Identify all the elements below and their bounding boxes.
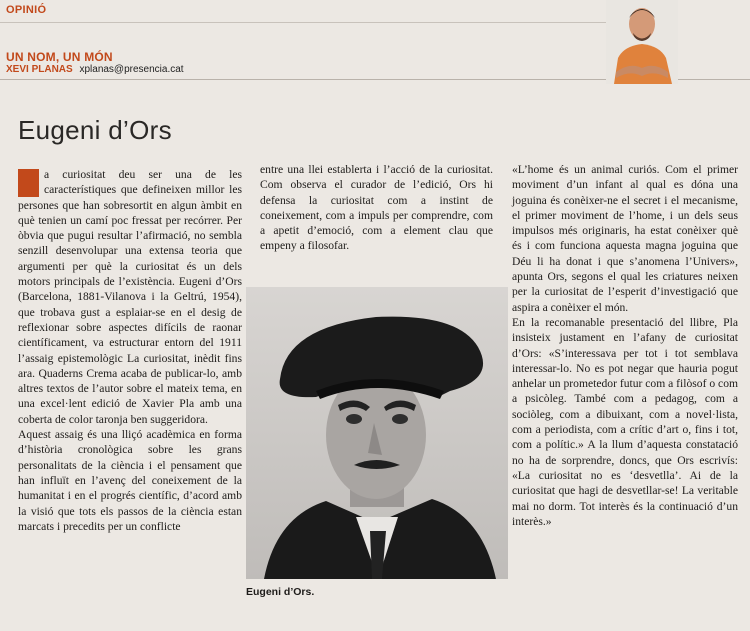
column-title: UN NOM, UN MÓN (6, 50, 113, 64)
portrait-photo (246, 287, 508, 579)
author-photo (606, 0, 678, 84)
body-paragraph: En la recomanable presentació del llibre, Pla insisteix justament en l’afany de curiositat d’Ors: «S’interessava per tot i tot semblava interessar-lo. No es pot negar que hauria pogut anhelar un prometedor futur com a filòsof o com a psicòleg. També com a pedagog, com a sociòleg, com a dibuixant, com a novel·lista, com a periodista, com a crític d’art o, fins i tot, com a polític.» A la llum d’aquesta constatació no ha de sorprendre, doncs, que Ors escrivís: «La curiositat no es ‘desvetlla’. Ai de la curiositat que hagi de desvetllar-se! La veritable mai no dorm. Tot interès és la continuació d’un interès.» (512, 315, 739, 528)
body-paragraph: Aquest assaig és una lliçó acadèmica en forma d’història cronològica sobre les grans personalitats de la ciència i el pensament que han influït en l’avenç del coneixement de la humanitat i en el progrés científic, d’acord amb la visió que tots els passos de la ciència estan marcats i precedits per un conflicte (18, 428, 242, 533)
header-rule (0, 22, 606, 23)
drop-cap (18, 169, 39, 197)
photo-caption: Eugeni d’Ors. (246, 586, 315, 598)
section-label: OPINIÓ (6, 4, 47, 16)
author-email[interactable]: xplanas@presencia.cat (79, 64, 184, 75)
author-name: XEVI PLANAS (6, 64, 73, 75)
article-column-3 (512, 162, 738, 529)
article-column-1 (18, 167, 242, 534)
byline (6, 64, 184, 75)
article-column-2 (260, 162, 493, 254)
body-paragraph: a curiositat deu ser una de les característiques que defineixen millor les persones que han sobresortit en algun àmbit en què tenien un camí poc fressat per recórrer. Per òbvia que pugui resultar l’afirmació, no sembla senzill desenvolupar una extensa teoria que argumenti per què la curiositat és un dels motors principals de l’existència. Eugeni d’Ors (Barcelona, 1881-Vilanova i la Geltrú, 1954), que trobava gust a esplaiar-se en el desig de reflexionar sobre aspectes difícils de raonar científicament, va estructurar entorn del 1911 l’assaig epistemològic La curiositat, inèdit fins ara. Quaderns Crema acaba de publicar-lo, amb altres textos de l’autor sobre el mateix tema, en una excel·lent edició de Xavier Pla amb una coberta de color taronja ben suggeridora. (18, 168, 242, 426)
article-headline: Eugeni d’Ors (18, 115, 172, 145)
body-paragraph: entre una llei establerta i l’acció de la curiositat. Com observa el curador de l’edició, Ors hi defensa la curiositat com a instint de coneixement, com a impuls per comprendre, com a apetit d’emoció, com a element clau que empeny a filosofar. (260, 163, 493, 253)
body-paragraph: «L’home és un animal curiós. Com el primer moviment d’un infant al qual es dóna una joguina és conèixer-ne el secret i el mecanisme, el primer moviment de l’home, i un dels seus impulsos més originaris, ha estat conèixer què és i com funciona aquesta magna joguina que Déu li ha donat i que s’anomena l’Univers», apunta Ors, segons el qual les criatures neixen per la curiositat de l’esperit d’investigació que aspira a conèixer el món. (512, 163, 738, 314)
